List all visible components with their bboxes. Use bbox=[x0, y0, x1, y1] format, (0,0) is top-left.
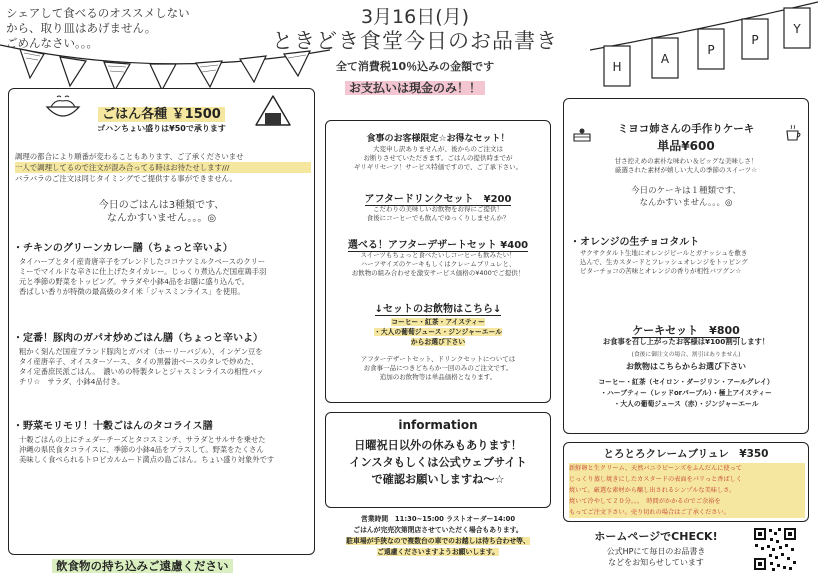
cake-set-pick: お飲物はこちらからお選び下さい bbox=[626, 362, 746, 371]
top-note-line: から、取り皿はあげません。 bbox=[6, 21, 157, 35]
information-box bbox=[325, 412, 551, 508]
rice-item-title: ・野菜モリモリ！十穀ごはんのタコライス膳 bbox=[13, 421, 213, 432]
drink-set-desc: こだわりの美味しいお飲物をお得にご提供！ bbox=[373, 205, 503, 213]
cake-set-title: ケーキセット ¥800 bbox=[632, 324, 740, 337]
information-line: で確認お願いしますね〜☆ bbox=[371, 473, 505, 486]
information-heading: information bbox=[398, 418, 478, 432]
cake-set-drink: ・ハーブティー（レッドorパープル）・極上アイスティー bbox=[600, 389, 772, 397]
drink-list-line: からお選び下さい bbox=[410, 338, 466, 346]
header bbox=[250, 6, 580, 96]
homepage-desc-line: などをお知らせしています bbox=[608, 558, 704, 567]
tax-note: 全て消費税10％込みの金額です bbox=[335, 60, 495, 73]
brulee-title: とろとろクレームブリュレ ¥350 bbox=[603, 448, 769, 460]
bunting-letter: P bbox=[707, 43, 715, 57]
brulee-desc-line: 新鮮卵と生クリーム、天然バニラビーンズをふんだんに使って bbox=[569, 463, 805, 474]
brulee-desc-line: 焼いて冷やして２０分。。。 時間がかかるのでご余裕を bbox=[569, 496, 805, 507]
brulee-box bbox=[563, 442, 809, 522]
hours-line: ごはんが完売次第閉店させていただく場合もあります。 bbox=[353, 526, 523, 534]
homepage-section bbox=[566, 528, 746, 568]
rice-item bbox=[13, 417, 311, 465]
drink-set-desc: 食後にコーヒーでも飲んでゆっくりしませんか？ bbox=[366, 214, 510, 222]
rice-title: ごはん各種 ￥1500 bbox=[98, 107, 225, 122]
rice-item-desc: 十穀ごはんの上にチェダーチーズとタコスミンチ、サラダとサルサを乗せた bbox=[19, 435, 266, 444]
dessert-set-desc: スイーツもちょっと食べたいしコーヒーも飲みたい！ bbox=[360, 251, 516, 259]
top-note-line: ごめんなさい。。。 bbox=[6, 36, 98, 50]
qr-code-icon[interactable] bbox=[752, 526, 798, 572]
rice-item-desc: タイ定番庶民派ごはん。 濃いめの特製タレとジャスミンライスの相性バッ bbox=[19, 367, 264, 376]
rice-today-line: なんかすいません。。。◎ bbox=[106, 213, 217, 224]
rice-item-desc: チリ☆ サラダ、小鉢4品付き。 bbox=[19, 377, 125, 386]
brulee-desc-line: もってご注文下さい。売り切れの場合はご了承ください。 bbox=[569, 507, 805, 518]
cake-price: 単品¥600 bbox=[657, 139, 715, 153]
set-desc-line: 大変申し訳ありませんが、後からのご注文は bbox=[373, 145, 503, 153]
cake-set-drink: ・大人の葡萄ジュース（赤）・ジンジャーエール bbox=[613, 400, 759, 408]
drink-list-line: ・大人の葡萄ジュース・ジンジャーエール bbox=[373, 328, 503, 336]
bunting-letter: A bbox=[660, 52, 670, 66]
homepage-title: ホームページでCHECK! bbox=[594, 530, 718, 543]
bunting-letter: H bbox=[612, 60, 622, 74]
rice-item-desc: タイ産唐辛子、オイスターソース、タイの黒醤油ベースのタレで炒めた、 bbox=[19, 357, 259, 366]
bunting-letter: P bbox=[751, 33, 759, 47]
rice-item-desc: 香ばしい香りが特徴の最高級のタイ米「ジャスミンライス」を使用。 bbox=[19, 287, 245, 296]
rice-item-desc: 粗かく刻んだ国産ブランド豚肉とガパオ（ホーリーバジル）、インゲン豆を bbox=[19, 347, 263, 356]
set-menu-box bbox=[325, 120, 551, 403]
cake-today-line: なんかすいません。。。◎ bbox=[639, 198, 733, 208]
cake-menu-box bbox=[563, 98, 809, 434]
drink-note-line: アフターデザートセット、ドリンクセットについては bbox=[360, 355, 516, 363]
orange-desc-line: サクサクタルト生地にオレンジピールとガナッシュを敷き bbox=[580, 249, 748, 257]
brulee-desc-line: 焼いて。厳選な素材から醸し出されるシンプルな美味しさ。 bbox=[569, 485, 805, 496]
set-title: 食事のお客様限定☆お得なセット！ bbox=[366, 134, 510, 144]
cash-note: お支払いは現金のみ！！ bbox=[345, 81, 485, 95]
drink-set-title: アフタードリンクセット ¥200 bbox=[364, 194, 512, 205]
header-date: 3月16日(月) bbox=[360, 6, 470, 28]
rice-item-desc: 美味しく食べられるトロピカルムード満点の島ごはん。ちょい盛り対象外です bbox=[19, 455, 275, 464]
cake-desc-line: 甘さ控えめの素朴な味わい＆ビッグな美味しさ！ bbox=[614, 157, 758, 165]
dessert-set-desc: ハーフサイズのケーキもしくはクレームブリュレと、 bbox=[360, 260, 516, 268]
top-note-line: シェアして食べるのオススメしない bbox=[6, 6, 190, 20]
drink-list-title: ↓セットのお飲物はこちら↓ bbox=[374, 304, 502, 315]
hours-line: 営業時間 11:30~15:00 ラストオーダー14:00 bbox=[360, 515, 516, 523]
rice-menu-box bbox=[8, 88, 315, 555]
bunting-letter: Y bbox=[793, 22, 801, 36]
rice-item-desc: 沖縄の県民食タコライスに、季節の小鉢4品をプラスして。野菜をたくさん bbox=[19, 445, 264, 454]
information-line: インスタもしくは公式ウェブサイト bbox=[349, 456, 527, 469]
rice-item bbox=[13, 329, 311, 387]
header-title: ときどき食堂今日のお品書き bbox=[272, 29, 558, 53]
no-outside-food-note: 飲食物の持ち込みご遠慮ください bbox=[52, 559, 233, 573]
cake-desc-line: 厳選された素材が嬉しい大人の季節のスイーツ☆ bbox=[615, 166, 757, 174]
rice-notice bbox=[15, 151, 311, 184]
set-desc-line: ギリギリセーフ！サービス特価ですので、ご了承下さい。 bbox=[353, 163, 523, 171]
cake-set-discount: お食事を召し上がったお客様は¥100割引します！ bbox=[602, 337, 770, 346]
drink-note-line: お食事一品につきどちらか一回のみのご注文です。 bbox=[363, 364, 513, 372]
orange-tart-title: ・オレンジの生チョコタルト bbox=[570, 237, 700, 248]
hours-line: ご遠慮くださいますようお願いします。 bbox=[377, 548, 499, 556]
cake-set-note: (食後に御注文の場合、割引はありません) bbox=[631, 352, 741, 358]
rice-item-desc: 元と季節の野菜をトッピング。サラダや小鉢4品をお膳に盛り込んで。 bbox=[19, 277, 249, 286]
rice-notice-line: 調理の都合により順番が変わることもあります、ご了承くださいませ bbox=[15, 152, 244, 161]
bunting-right bbox=[590, 0, 818, 100]
dessert-set-title: 選べる！アフターデザートセット ¥400 bbox=[347, 240, 529, 251]
drink-list-line: コーヒー・紅茶・アイスティー bbox=[391, 318, 485, 326]
orange-desc-line: 込んで、生カスタードとフレッシュオレンジをトッピング bbox=[580, 258, 748, 266]
information-line: 日曜祝日以外の休みもあります！ bbox=[354, 439, 522, 452]
cake-set-drink: コーヒー・紅茶（セイロン・ダージリン・アールグレイ） bbox=[598, 378, 774, 386]
rice-subtitle: ゴハンちょい盛りは¥50で承ります bbox=[97, 124, 226, 133]
orange-desc-line: ビターチョコの苦味とオレンジの香りが相性バツグン☆ bbox=[580, 267, 742, 275]
rice-notice-line: バラバラのご注文は同じタイミングでご提供する事ができません。 bbox=[15, 174, 237, 183]
set-desc-line: お断りさせていただきます。ごはんの提供時までが bbox=[363, 154, 513, 162]
cake-title: ミヨコ姉さんの手作りケーキ bbox=[617, 123, 755, 135]
rice-notice-line: 一人で調理してるので注文が混み合ってる時はお待たせします/// bbox=[15, 162, 311, 173]
hours-line: 駐車場が手狭なので複数台の車でのお越しは待ち合わせ等、 bbox=[346, 537, 530, 545]
top-note bbox=[6, 6, 190, 51]
business-hours bbox=[318, 514, 558, 558]
rice-item-title: ・チキンのグリーンカレー膳（ちょっと辛いよ） bbox=[13, 243, 233, 254]
brulee-desc-line: じっくり蒸し焼きにしたカスタードの表面をパリっと香ばしく bbox=[569, 474, 805, 485]
rice-today-note bbox=[9, 199, 314, 225]
drink-note-line: 追加のお飲物等は単品価格となります。 bbox=[379, 373, 497, 381]
homepage-desc-line: 公式HPにて毎日のお品書き bbox=[606, 547, 706, 556]
cake-today-line: 今日のケーキは１種類です、 bbox=[631, 186, 741, 196]
dessert-set-desc: お飲物の組み合わせを激安サービス価格の¥400でご提供！ bbox=[351, 269, 525, 277]
rice-today-line: 今日のごはんは3種類です、 bbox=[98, 200, 225, 211]
rice-item-title: ・定番！豚肉のガパオ炒めごはん膳（ちょっと辛いよ） bbox=[13, 333, 263, 344]
rice-item-desc: ミーでマイルドな辛さに仕上げたタイカレー。じっくり煮込んだ国産鶏手羽 bbox=[19, 267, 267, 276]
rice-item-desc: タイハーブとタイ産青唐辛子をブレンドしたココナツミルクベースのクリー bbox=[19, 257, 266, 266]
rice-item bbox=[13, 239, 311, 297]
